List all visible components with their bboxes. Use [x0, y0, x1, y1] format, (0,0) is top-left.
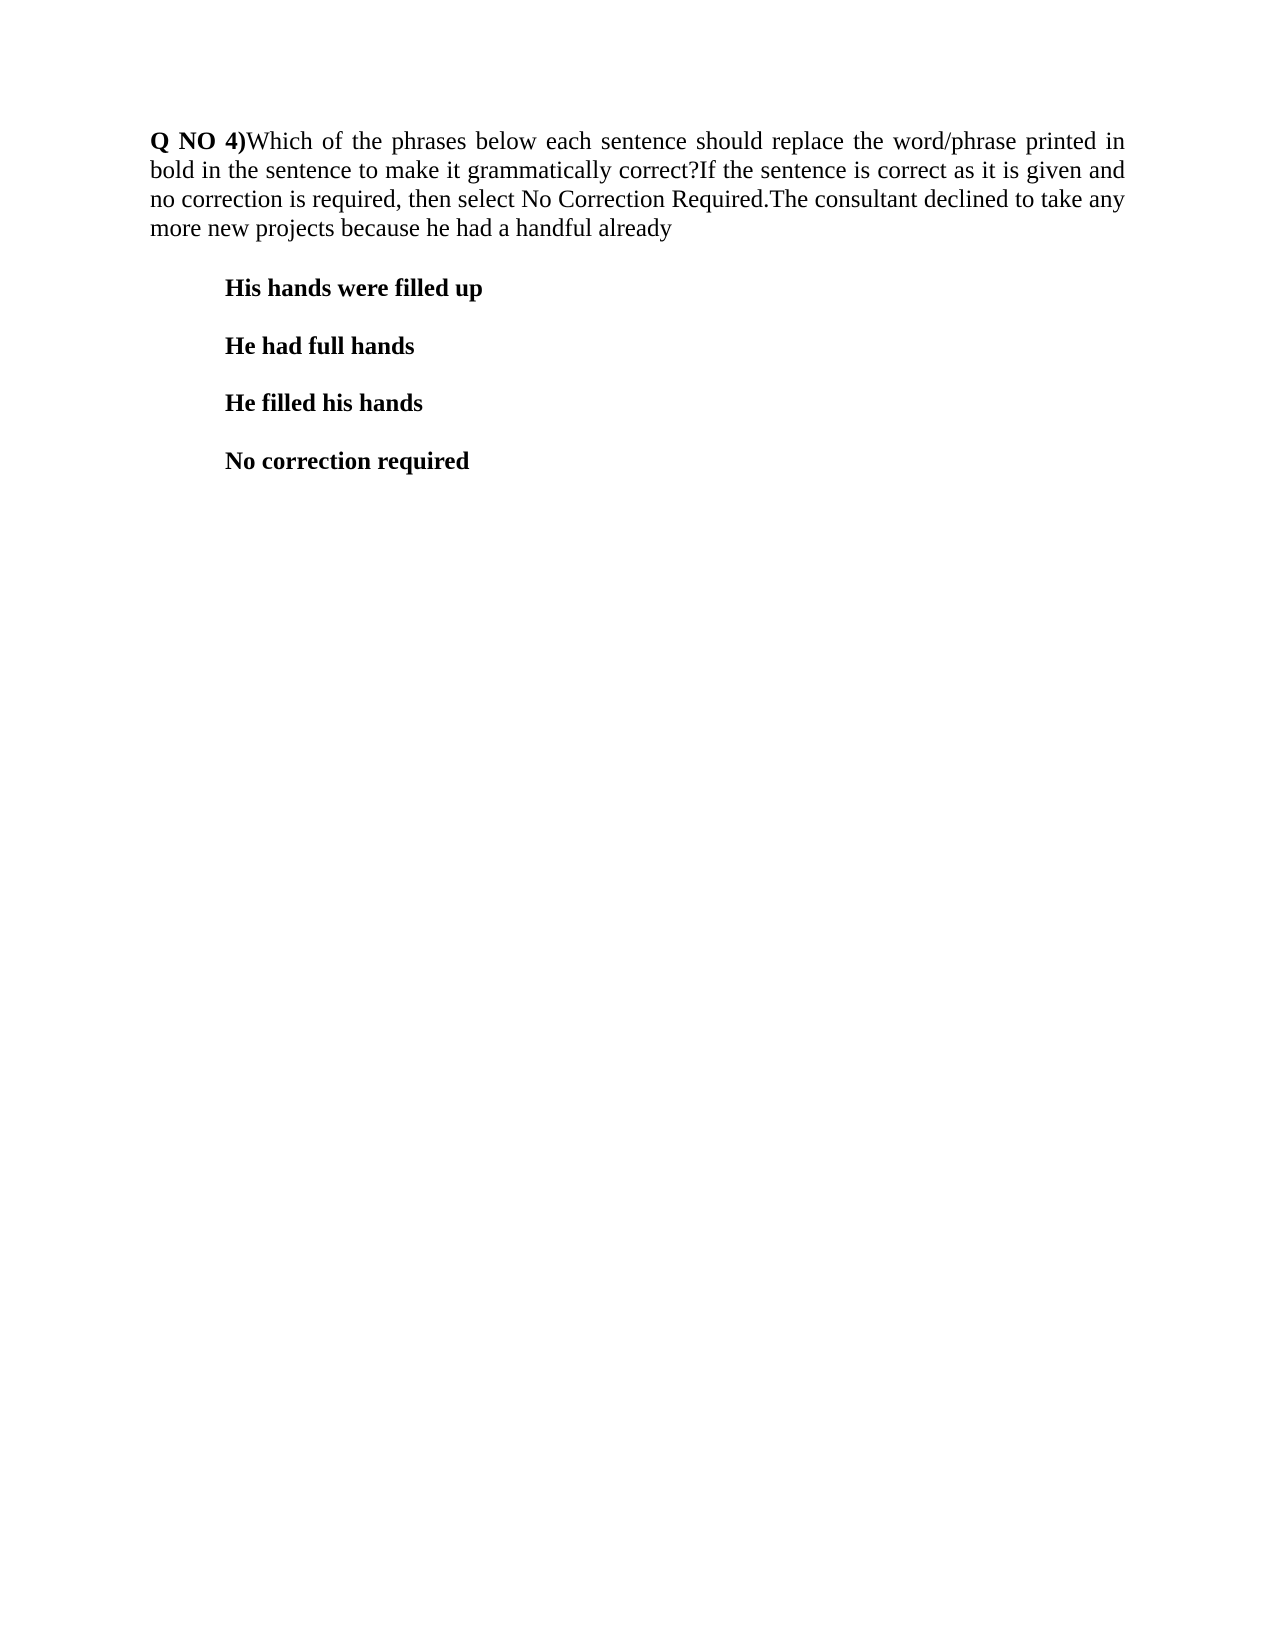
option-2: He had full hands [225, 332, 415, 360]
option-1: His hands were filled up [225, 275, 483, 302]
answer-options [225, 274, 483, 504]
question-text: Which of the phrases below each sentence should replace the word/phrase printed in bold in the sentence to make it grammatically correct?If the sentence is correct as it is given and no correction is required, then select No Correction Required.The consultant declined to take any more new projects because he had a handful already [150, 128, 1125, 242]
option-3: He filled his hands [225, 390, 423, 417]
question-number: Q NO 4) [150, 128, 247, 155]
option-4: No correction required [225, 447, 470, 475]
question-paragraph [150, 127, 1125, 243]
